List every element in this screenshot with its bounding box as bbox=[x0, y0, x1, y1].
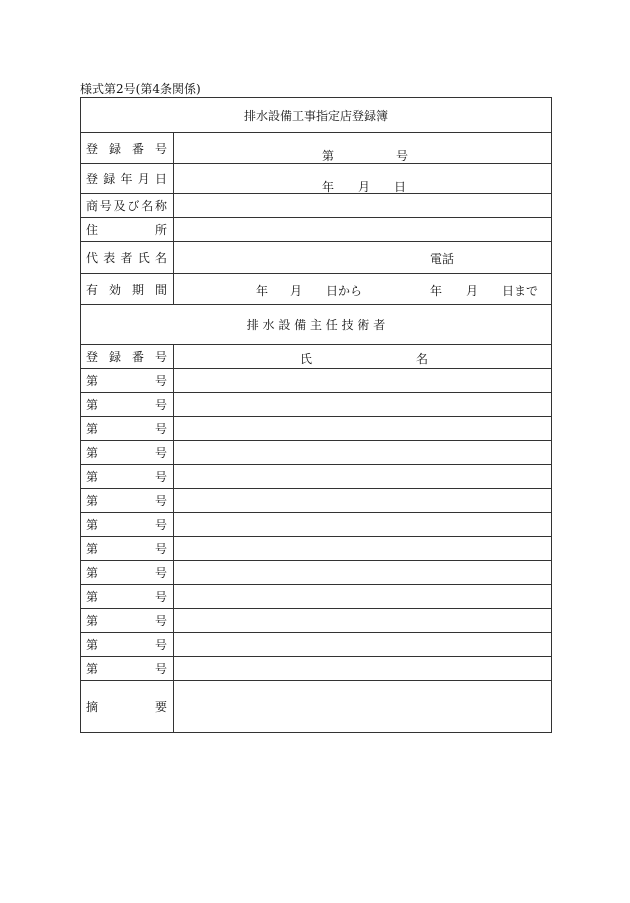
technician-name-field[interactable] bbox=[174, 609, 552, 633]
technician-name-field[interactable] bbox=[174, 441, 552, 465]
technician-name-field[interactable] bbox=[174, 489, 552, 513]
technician-name-field[interactable] bbox=[174, 633, 552, 657]
name-col-mei: 名 bbox=[416, 352, 429, 366]
technician-reg-no: 第 号 bbox=[86, 566, 167, 580]
to-tsuki: 月 bbox=[466, 284, 479, 298]
reg-date-tsuki: 月 bbox=[358, 180, 371, 194]
reg-no-label: 登 録 番 号 bbox=[86, 141, 167, 156]
technician-name-field[interactable] bbox=[174, 393, 552, 417]
technician-row bbox=[81, 441, 552, 465]
technician-name-field[interactable] bbox=[174, 417, 552, 441]
trade-name-label: 商 号 及 び 名 称 bbox=[86, 199, 167, 213]
reg-date-hi: 日 bbox=[394, 180, 407, 194]
form-number: 様式第2号(第4条関係) bbox=[80, 82, 201, 96]
technician-row bbox=[81, 537, 552, 561]
technician-row bbox=[81, 609, 552, 633]
technician-reg-no: 第 号 bbox=[86, 422, 167, 436]
technician-reg-no: 第 号 bbox=[86, 614, 167, 628]
address-field[interactable] bbox=[174, 218, 552, 242]
technician-reg-no: 第 号 bbox=[86, 398, 167, 412]
reg-no-go: 号 bbox=[396, 149, 409, 163]
from-tsuki: 月 bbox=[290, 284, 303, 298]
name-col-shi: 氏 bbox=[300, 352, 313, 366]
technician-row bbox=[81, 561, 552, 585]
remarks-field[interactable] bbox=[174, 681, 552, 733]
technician-reg-no-header: 登 録 番 号 bbox=[86, 350, 167, 364]
phone-label: 電話 bbox=[430, 252, 455, 266]
technician-reg-no: 第 号 bbox=[86, 518, 167, 532]
technician-reg-no: 第 号 bbox=[86, 542, 167, 556]
technician-reg-no: 第 号 bbox=[86, 446, 167, 460]
technician-header-row bbox=[81, 345, 552, 369]
technician-name-field[interactable] bbox=[174, 657, 552, 681]
technician-reg-no: 第 号 bbox=[86, 638, 167, 652]
reg-date-row bbox=[81, 164, 552, 194]
trade-name-field[interactable] bbox=[174, 194, 552, 218]
to-nen: 年 bbox=[430, 284, 443, 298]
technician-row bbox=[81, 489, 552, 513]
representative-label: 代 表 者 氏 名 bbox=[86, 251, 167, 265]
technician-row bbox=[81, 585, 552, 609]
form-title: 排水設備工事指定店登録簿 bbox=[81, 98, 552, 133]
valid-period-label: 有 効 期 間 bbox=[86, 282, 167, 297]
technician-name-field[interactable] bbox=[174, 369, 552, 393]
technician-reg-no: 第 号 bbox=[86, 494, 167, 508]
technician-reg-no: 第 号 bbox=[86, 590, 167, 604]
reg-no-field[interactable] bbox=[174, 133, 552, 164]
valid-period-row bbox=[81, 274, 552, 305]
remarks-label: 摘 要 bbox=[86, 700, 167, 714]
trade-name-row bbox=[81, 194, 552, 218]
technician-row bbox=[81, 417, 552, 441]
reg-no-dai: 第 bbox=[322, 149, 335, 163]
registration-table bbox=[80, 97, 552, 733]
representative-field[interactable] bbox=[174, 242, 552, 274]
technician-row bbox=[81, 465, 552, 489]
title-row bbox=[81, 98, 552, 133]
technician-row bbox=[81, 633, 552, 657]
technician-heading-row bbox=[81, 305, 552, 345]
technician-reg-no: 第 号 bbox=[86, 374, 167, 388]
technician-name-field[interactable] bbox=[174, 513, 552, 537]
technician-reg-no: 第 号 bbox=[86, 662, 167, 676]
technician-name-header bbox=[174, 345, 552, 369]
technician-row bbox=[81, 393, 552, 417]
technician-heading: 排 水 設 備 主 任 技 術 者 bbox=[81, 305, 552, 345]
reg-date-field[interactable] bbox=[174, 164, 552, 194]
reg-date-nen: 年 bbox=[322, 180, 335, 194]
technician-row bbox=[81, 369, 552, 393]
technician-name-field[interactable] bbox=[174, 585, 552, 609]
from-hi: 日から bbox=[326, 284, 363, 298]
to-hi: 日まで bbox=[502, 284, 539, 298]
from-nen: 年 bbox=[256, 284, 269, 298]
technician-name-field[interactable] bbox=[174, 561, 552, 585]
remarks-row bbox=[81, 681, 552, 733]
representative-row bbox=[81, 242, 552, 274]
technician-row bbox=[81, 513, 552, 537]
valid-period-field[interactable] bbox=[174, 274, 552, 305]
technician-name-field[interactable] bbox=[174, 465, 552, 489]
address-row bbox=[81, 218, 552, 242]
reg-date-label: 登 録 年 月 日 bbox=[86, 172, 167, 186]
technician-row bbox=[81, 657, 552, 681]
reg-no-row bbox=[81, 133, 552, 164]
technician-reg-no: 第 号 bbox=[86, 470, 167, 484]
technician-name-field[interactable] bbox=[174, 537, 552, 561]
address-label: 住 所 bbox=[86, 223, 167, 237]
